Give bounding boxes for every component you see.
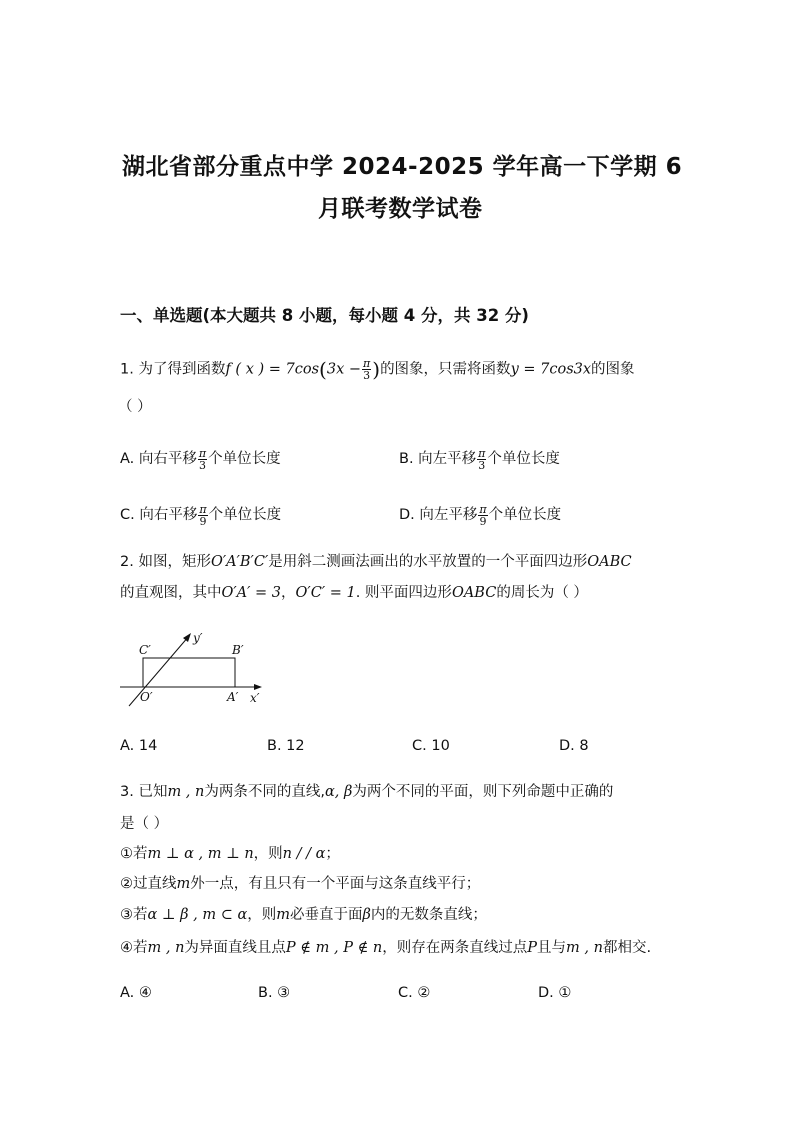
q1-close-paren: ): [372, 357, 381, 382]
q2-figure: [115, 626, 275, 711]
question-1-line1: [120, 358, 635, 381]
question-3-line2: 是（ ）: [120, 816, 169, 832]
q2-option-c[interactable]: C. 10: [412, 738, 450, 754]
q1-option-d[interactable]: D. 向左平移 $\frac{\pi}{9}$ 个单位长度: [399, 502, 562, 528]
q3-option-c[interactable]: C. ②: [398, 985, 431, 1001]
section-heading: 一、单选题(本大题共 8 小题，每小题 4 分，共 32 分): [120, 306, 529, 325]
q3-statement-3: ③若α ⊥ β , m ⊂ α，则m必垂直于面β内的无数条直线；: [120, 907, 487, 923]
q3-option-a[interactable]: A. ④: [120, 985, 152, 1001]
label-a: A′: [227, 690, 239, 704]
q3-statement-1: ①若m ⊥ α , m ⊥ n，则n / / α；: [120, 846, 340, 862]
page-title-line2: 月联考数学试卷: [318, 196, 483, 222]
q1-mid: 的图象，只需将函数: [380, 361, 511, 378]
q2-option-a[interactable]: A. 14: [120, 738, 158, 754]
q1-inner: 3x −: [326, 361, 362, 378]
q3-statement-2: ②过直线m外一点，有且只有一个平面与这条直线平行；: [120, 876, 481, 892]
q2-option-b[interactable]: B. 12: [267, 738, 305, 754]
q1-option-b[interactable]: B. 向左平移 $\frac{\pi}{3}$ 个单位长度: [399, 446, 560, 472]
label-y: y′: [193, 631, 203, 645]
q1-pi-over-3: $\frac{\pi}{3}$: [363, 357, 371, 382]
page-title-line1: 湖北省部分重点中学 2024-2025 学年高一下学期 6: [122, 154, 683, 180]
q1-prefix: 1. 为了得到函数: [120, 361, 226, 378]
q1-option-c[interactable]: C. 向右平移 $\frac{\pi}{9}$ 个单位长度: [120, 502, 282, 528]
question-2-line2: 的直观图，其中O′A′ = 3，O′C′ = 1. 则平面四边形OABC的周长为（ ）: [120, 585, 588, 601]
label-b: B′: [232, 643, 244, 657]
label-x: x′: [250, 691, 260, 705]
rectangle-oabc: [143, 658, 235, 687]
question-1-blank: （ ）: [118, 399, 152, 415]
label-o: O′: [140, 690, 153, 704]
x-arrow-icon: [254, 684, 262, 690]
y-axis: [129, 636, 189, 706]
q3-option-d[interactable]: D. ①: [538, 985, 572, 1001]
label-c: C′: [139, 643, 151, 657]
q1-option-a[interactable]: A. 向右平移 $\frac{\pi}{3}$ 个单位长度: [120, 446, 281, 472]
question-2-line1: 2. 如图，矩形O′A′B′C′是用斜二测画法画出的水平放置的一个平面四边形OABC: [120, 554, 632, 570]
question-3-line1: 3. 已知m , n为两条不同的直线,α, β为两个不同的平面，则下列命题中正确的: [120, 784, 614, 800]
q1-suffix: 的图象: [591, 361, 635, 378]
q1-open-paren: (: [319, 357, 327, 382]
y-arrow-icon: [183, 633, 191, 642]
q2-option-d[interactable]: D. 8: [559, 738, 589, 754]
q1-function2: y = 7cos3x: [510, 361, 592, 378]
q3-option-b[interactable]: B. ③: [258, 985, 291, 1001]
q3-statement-4: ④若m , n为异面直线且点P ∉ m , P ∉ n，则存在两条直线过点P且与m , n都相交.: [120, 940, 652, 956]
q1-function: f ( x ) = 7cos: [225, 361, 320, 378]
